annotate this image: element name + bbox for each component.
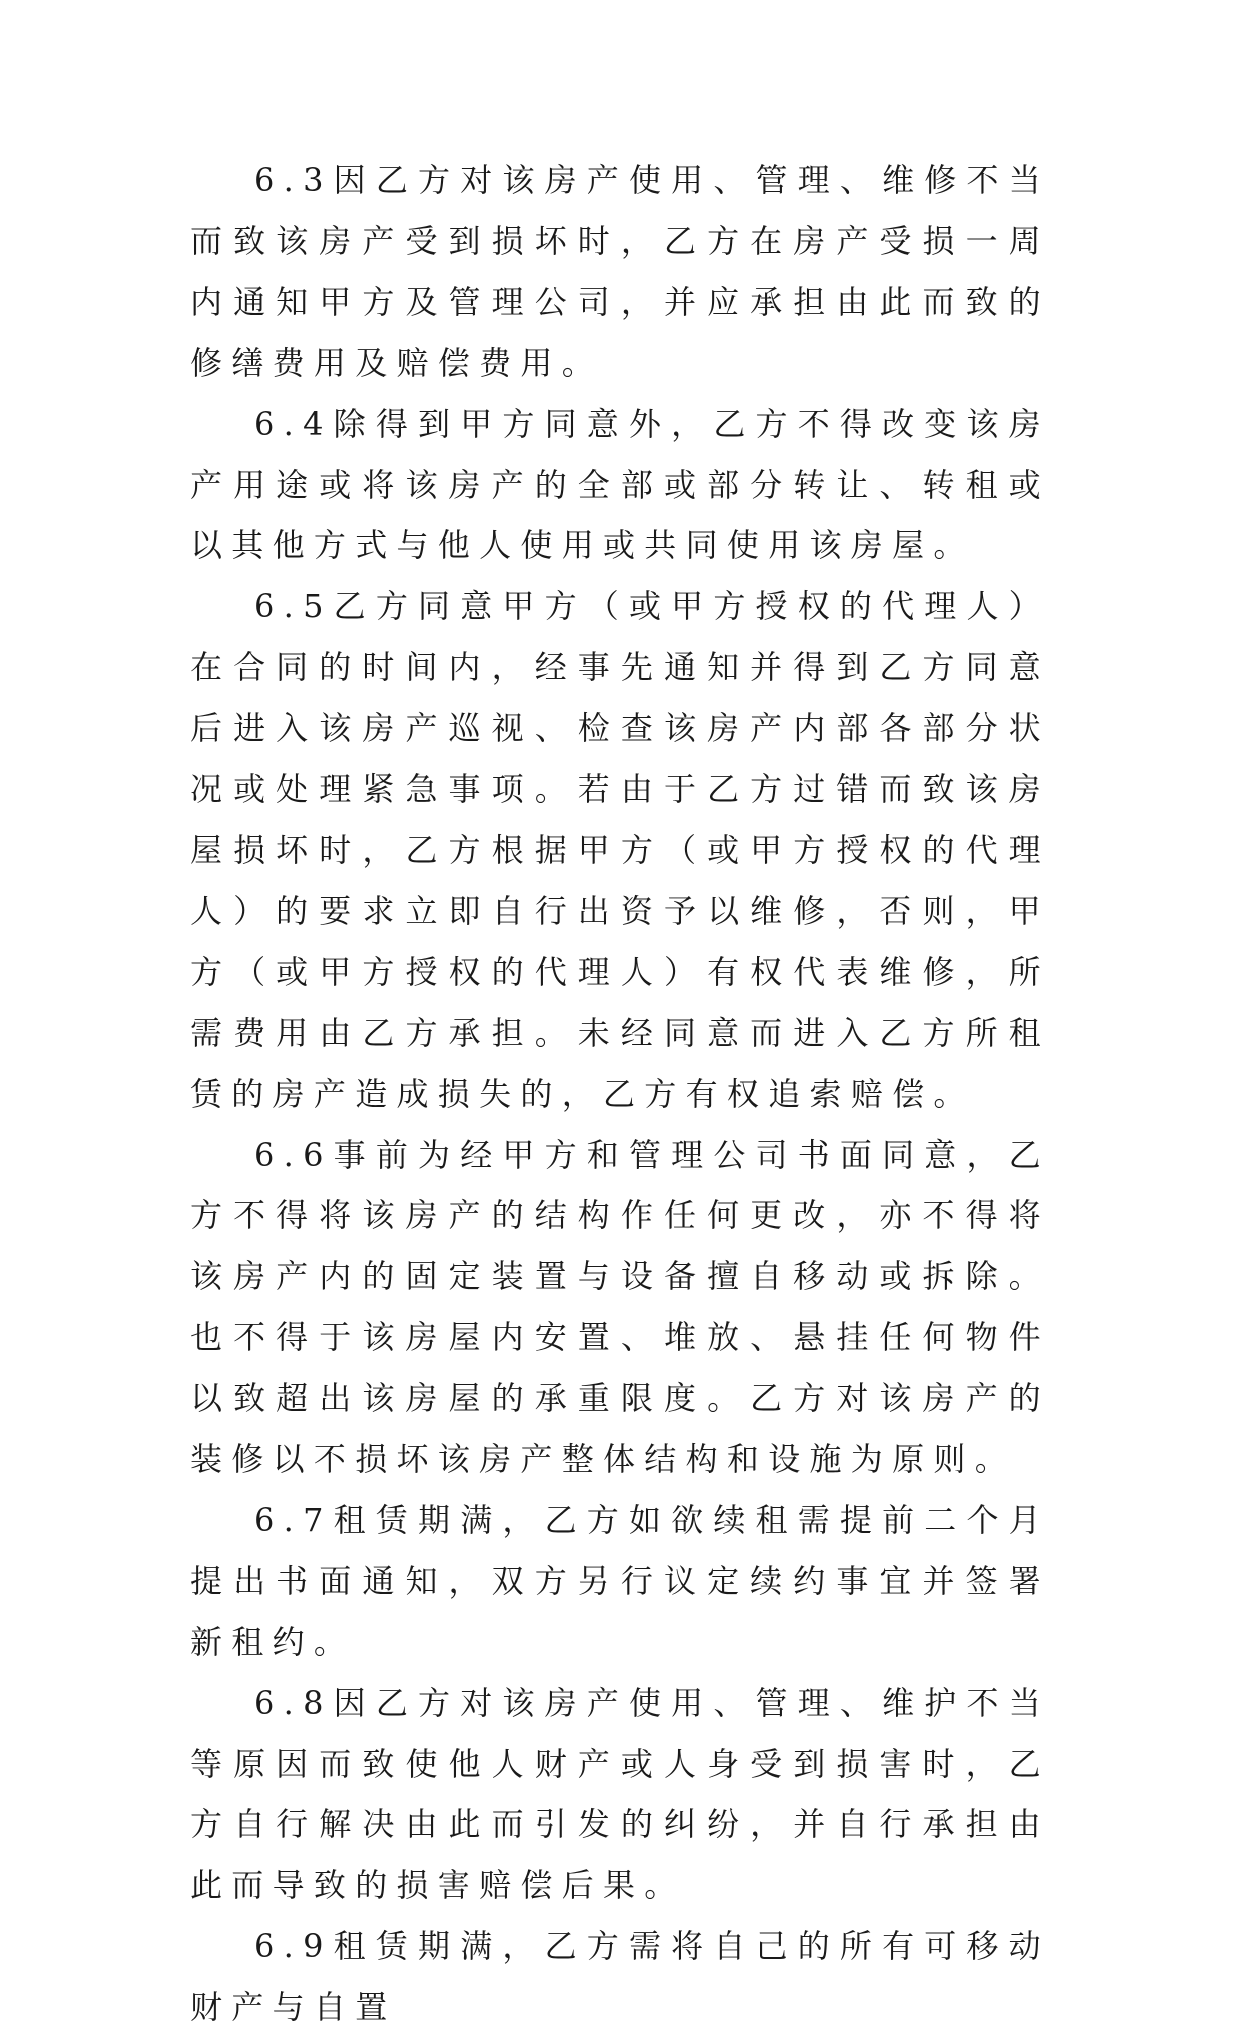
clause-6-9: 6.9租赁期满，乙方需将自己的所有可移动财产与自置 — [190, 1927, 1050, 2027]
clause-6-4: 6.4除得到甲方同意外，乙方不得改变该房产用途或将该房产的全部或部分转让、转租或以其他方式与他人使用或共同使用该房屋。 — [190, 404, 1050, 565]
clause-6-5: 6.5乙方同意甲方（或甲方授权的代理人）在合同的时间内，经事先通知并得到乙方同意后进入该房产巡视、检查该房产内部各部分状况或处理紧急事项。若由于乙方过错而致该房屋损坏时，乙方根据甲方（或甲方授权的代理人）的要求立即自行出资予以维修，否则，甲方（或甲方授权的代理人）有权代表维修，所需费用由乙方承担。未经同意而进入乙方所租赁的房产造成损失的，乙方有权追索赔偿。 — [190, 587, 1050, 1113]
clause-6-6: 6.6事前为经甲方和管理公司书面同意，乙方不得将该房产的结构作任何更改，亦不得将该房产内的固定装置与设备擅自移动或拆除。也不得于该房屋内安置、堆放、悬挂任何物件以致超出该房屋的承重限度。乙方对该房产的装修以不损坏该房产整体结构和设施为原则。 — [190, 1135, 1050, 1479]
document-page — [190, 150, 1050, 2038]
clause-6-7: 6.7租赁期满，乙方如欲续租需提前二个月提出书面通知，双方另行议定续约事宜并签署新租约。 — [190, 1500, 1050, 1661]
clause-6-3: 6.3因乙方对该房产使用、管理、维修不当而致该房产受到损坏时，乙方在房产受损一周内通知甲方及管理公司，并应承担由此而致的修缮费用及赔偿费用。 — [190, 161, 1050, 382]
clause-6-8: 6.8因乙方对该房产使用、管理、维护不当等原因而致使他人财产或人身受到损害时，乙方自行解决由此而引发的纠纷，并自行承担由此而导致的损害赔偿后果。 — [190, 1683, 1050, 1905]
